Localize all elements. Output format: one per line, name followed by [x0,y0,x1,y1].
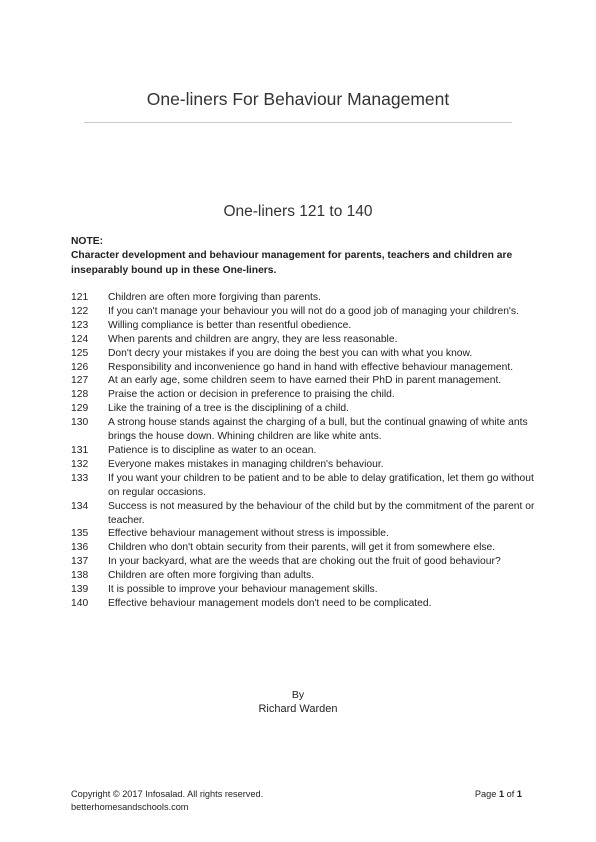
item-text: In your backyard, what are the weeds that are choking out the fruit of good behaviour? [108,556,501,568]
section-heading: One-liners 121 to 140 [223,203,373,220]
list-item [71,541,541,555]
note-text: Character development and behaviour management for parents, teachers and children are inseparably bound up in these One-liners. [71,250,513,276]
list-item [71,569,541,583]
item-text: If you want your children to be patient and to be able to delay gratification, let them go without on regular occasions. [108,472,534,498]
item-text: At an early age, some children seem to have earned their PhD in parent management. [108,375,502,387]
item-text: Praise the action or decision in preference to praising the child. [108,389,395,401]
page-of: of [506,789,515,799]
list-item [71,583,541,597]
item-text: If you can't manage your behaviour you will not do a good job of managing your children's. [108,305,519,317]
item-text: Children who don't obtain security from their parents, will get it from somewhere else. [108,542,496,554]
item-number: 139 [71,584,89,596]
list-item [71,361,541,375]
item-text: When parents and children are angry, they are less reasonable. [108,333,398,345]
item-number: 121 [71,292,89,303]
item-text: A strong house stands against the charging of a bull, but the continual gnawing of white ants brings the house down. Whining children are like white ants. [108,417,528,443]
list-item [71,416,541,444]
item-text: Children are often more forgiving than parents. [108,292,321,303]
item-number: 123 [71,319,89,331]
item-text: Success is not measured by the behaviour of the child but by the commitment of the parent or teacher. [108,500,535,526]
copyright-text: Copyright © 2017 Infosalad. All rights reserved. [71,789,264,799]
list-item [71,319,541,333]
list-item [71,291,541,305]
item-text: Responsibility and inconvenience go hand in hand with effective behaviour management. [108,361,514,373]
item-number: 138 [71,570,89,582]
item-number: 136 [71,542,89,554]
list-item [71,458,541,472]
item-number: 124 [71,333,89,345]
item-number: 129 [71,403,89,415]
item-text: It is possible to improve your behaviour management skills. [108,584,378,596]
item-number: 130 [71,417,89,429]
item-text: Children are often more forgiving than adults. [108,570,315,582]
item-number: 135 [71,528,89,540]
list-item [71,555,541,569]
item-text: Everyone makes mistakes in managing children's behaviour. [108,458,384,470]
item-number: 127 [71,375,89,387]
item-text: Willing compliance is better than resentful obedience. [108,319,352,331]
list-item [71,597,541,611]
list-item [71,444,541,458]
item-text: Like the training of a tree is the disciplining of a child. [108,403,349,415]
item-number: 126 [71,361,89,373]
author-name: Richard Warden [258,703,338,715]
footer [71,788,263,813]
page-prefix: Page [474,789,497,799]
item-number: 132 [71,458,89,470]
byline: By [291,689,305,701]
list-item [71,527,541,541]
item-number: 134 [71,500,89,512]
item-number: 137 [71,556,89,568]
page-total: 1 [516,789,522,799]
page-number [475,788,522,801]
list-item [71,388,541,402]
item-number: 125 [71,347,89,359]
note-label: NOTE: [71,236,104,247]
list-item [71,500,541,528]
item-text: Don't decry your mistakes if you are doing the best you can with what you know. [108,347,473,359]
item-text: Effective behaviour management models don't need to be complicated. [108,597,432,609]
list-item [71,333,541,347]
list-item [71,305,541,319]
list-item [71,472,541,500]
website-text: betterhomesandschools.com [71,801,189,812]
one-liner-list [71,291,541,611]
page-current: 1 [498,789,505,799]
page-title: One-liners For Behaviour Management [146,89,450,109]
list-item [71,347,541,361]
item-number: 133 [71,472,89,484]
item-number: 140 [71,597,89,609]
item-text: Effective behaviour management without stress is impossible. [108,528,389,540]
item-number: 131 [71,444,89,456]
item-number: 128 [71,389,89,401]
item-number: 122 [71,305,89,317]
item-text: Patience is to discipline as water to an ocean. [108,444,317,456]
note-block [71,235,541,278]
title-divider [84,122,512,123]
list-item [71,374,541,388]
list-item [71,402,541,416]
